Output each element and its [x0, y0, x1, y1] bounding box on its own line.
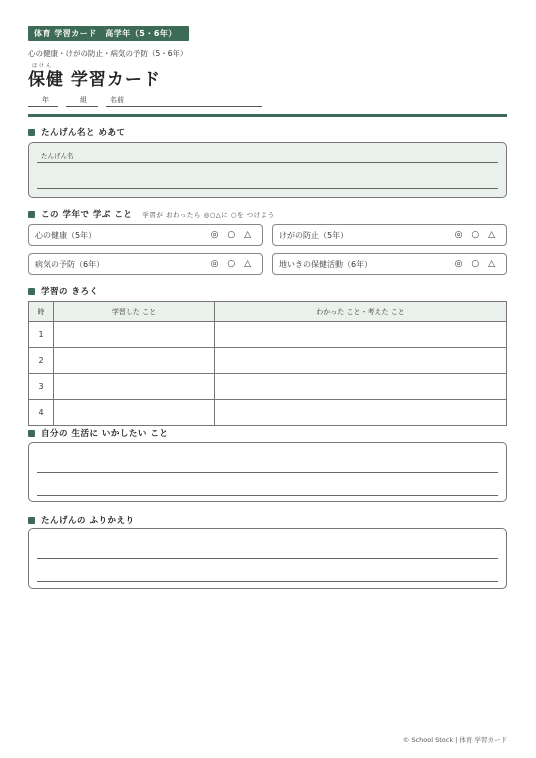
learn-section-title: この 学年で 学ぶ こと 学習が おわったら ◎○△に ○を つけよう [28, 208, 275, 220]
section-square-icon [28, 129, 35, 136]
record-table [28, 301, 507, 426]
section-square-icon [28, 211, 35, 218]
row-number: 3 [29, 374, 54, 400]
understood-cell[interactable] [215, 322, 507, 348]
record-section-title: 学習の きろく [28, 285, 98, 297]
name-line[interactable] [106, 106, 262, 107]
section-square-icon [28, 288, 35, 295]
writing-line [37, 558, 498, 559]
life-section-title: 自分の 生活に いかしたい こと [28, 427, 168, 439]
column-header: 時 [29, 302, 54, 322]
title-ruby: ほけん [32, 63, 54, 69]
review-box[interactable] [28, 528, 507, 589]
learned-cell[interactable] [54, 322, 215, 348]
understood-cell[interactable] [215, 374, 507, 400]
evaluation-marks[interactable]: ◎ ○ △ [210, 230, 254, 240]
learn-item[interactable]: 地いきの保健活動（6年） ◎ ○ △ [272, 253, 507, 275]
goal-line [37, 188, 498, 189]
table-row [29, 400, 507, 426]
unit-box[interactable] [28, 142, 507, 198]
section-square-icon [28, 430, 35, 437]
subtitle: 心の健康・けがの防止・病気の予防（5・6年） [28, 49, 188, 58]
unit-field-label: たんげん名 [41, 152, 74, 160]
grade-chip: 体育 学習カード 高学年（5・6年） [28, 26, 189, 41]
learned-cell[interactable] [54, 400, 215, 426]
evaluation-marks[interactable]: ◎ ○ △ [454, 230, 498, 240]
class-label: 組 [80, 96, 87, 104]
writing-line [37, 581, 498, 582]
year-label: 年 [42, 96, 49, 104]
year-line[interactable] [28, 106, 58, 107]
unit-name-line [37, 162, 498, 163]
column-header: わかった こと・考えた こと [215, 302, 507, 322]
class-line[interactable] [66, 106, 98, 107]
learn-item[interactable]: けがの防止（5年） ◎ ○ △ [272, 224, 507, 246]
row-number: 4 [29, 400, 54, 426]
writing-line [37, 495, 498, 496]
section-square-icon [28, 517, 35, 524]
row-number: 2 [29, 348, 54, 374]
learned-cell[interactable] [54, 374, 215, 400]
table-row [29, 348, 507, 374]
footer-credit: © School Stock | 体育 学習カード [402, 736, 507, 744]
table-row [29, 374, 507, 400]
understood-cell[interactable] [215, 400, 507, 426]
learn-item[interactable]: 病気の予防（6年） ◎ ○ △ [28, 253, 263, 275]
review-section-title: たんげんの ふりかえり [28, 514, 134, 526]
life-box[interactable] [28, 442, 507, 502]
page-title: 保健 学習カード [28, 70, 161, 90]
evaluation-marks[interactable]: ◎ ○ △ [210, 259, 254, 269]
learned-cell[interactable] [54, 348, 215, 374]
header-rule [28, 114, 507, 117]
table-row [29, 322, 507, 348]
writing-line [37, 472, 498, 473]
evaluation-marks[interactable]: ◎ ○ △ [454, 259, 498, 269]
row-number: 1 [29, 322, 54, 348]
name-label: 名前 [110, 96, 124, 104]
learn-item[interactable]: 心の健康（5年） ◎ ○ △ [28, 224, 263, 246]
understood-cell[interactable] [215, 348, 507, 374]
unit-section-title: たんげん名と めあて [28, 126, 125, 138]
column-header: 学習した こと [54, 302, 215, 322]
